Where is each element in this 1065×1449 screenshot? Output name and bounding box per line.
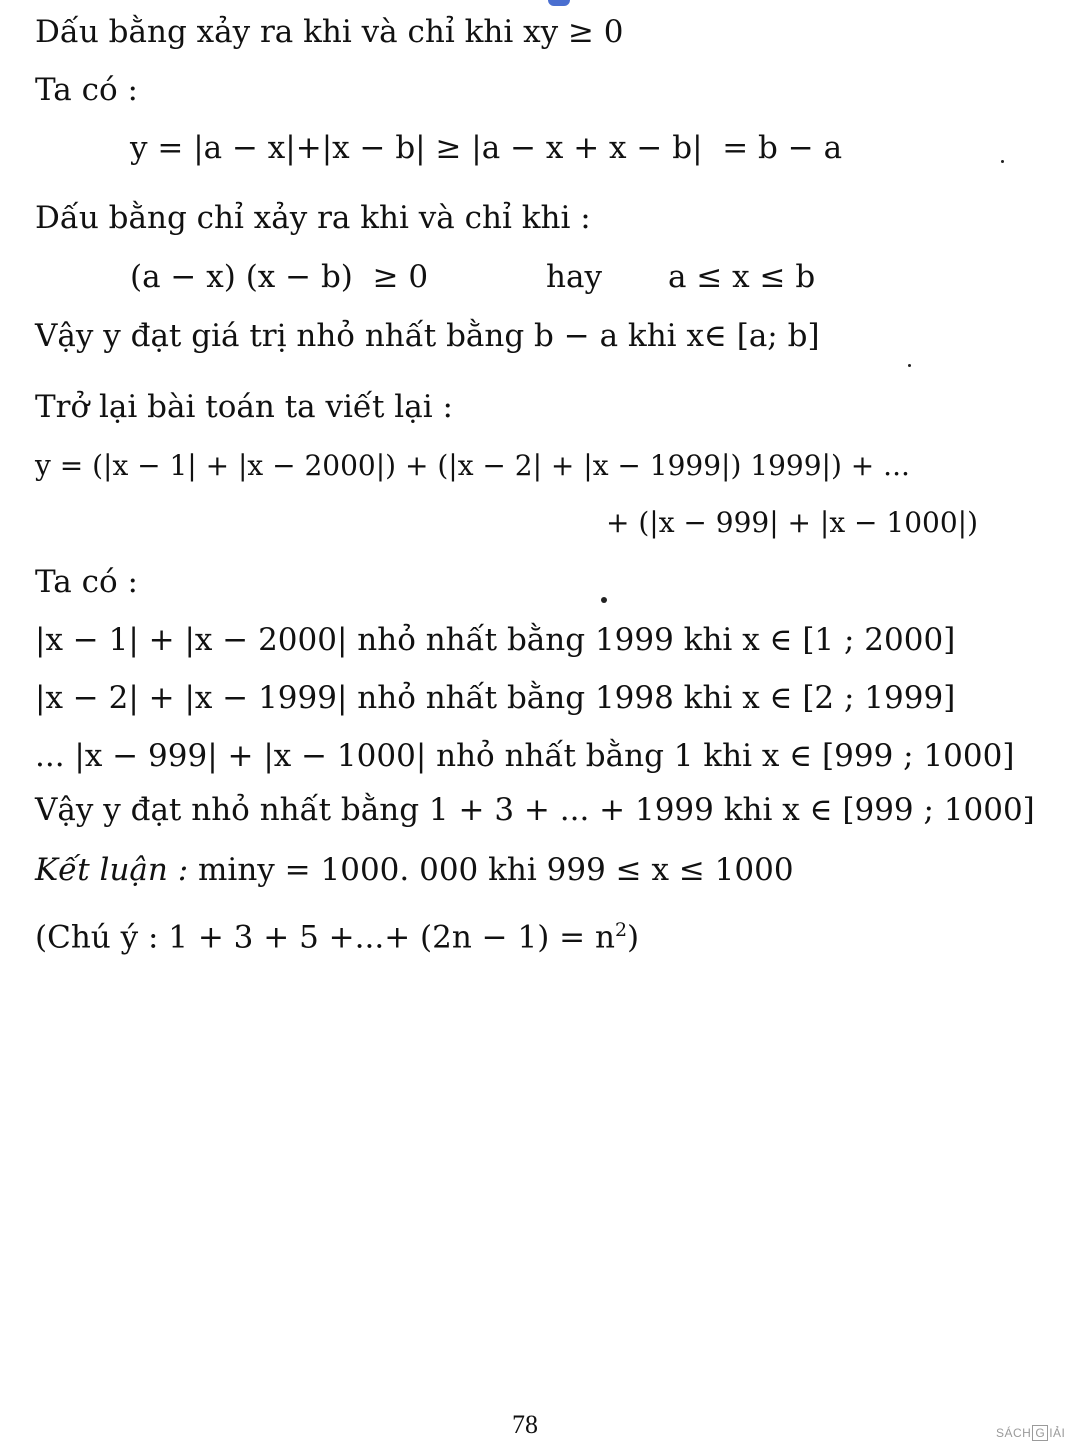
conclusion-text: miny = 1000. 000 khi 999 ≤ x ≤ 1000: [188, 852, 794, 888]
scan-speck-2: [1001, 160, 1004, 163]
page-number: 78: [512, 1410, 538, 1439]
formula-product: (a − x) (x − b) ≥ 0: [130, 259, 429, 295]
note-exponent: 2: [614, 919, 628, 941]
text-line-13: |x − 2| + |x − 1999| nhỏ nhất bằng 1998 khi x ∈ [2 ; 1999]: [35, 680, 956, 716]
text-line-1: Dấu bằng xảy ra khi và chỉ khi xy ≥ 0: [35, 14, 624, 50]
text-line-7: Vậy y đạt giá trị nhỏ nhất bằng b − a khi x∈ [a; b]: [35, 318, 820, 354]
scan-speck-3: [908, 364, 911, 367]
text-line-2: Ta có :: [35, 72, 138, 108]
text-line-4: Dấu bằng chỉ xảy ra khi và chỉ khi :: [35, 200, 591, 236]
text-line-11: Ta có :: [35, 564, 138, 600]
text-line-15: Vậy y đạt nhỏ nhất bằng 1 + 3 + ... + 1999 khi x ∈ [999 ; 1000]: [35, 792, 1035, 828]
top-edge-mark: [548, 0, 570, 6]
note-text: (Chú ý : 1 + 3 + 5 +...+ (2n − 1) = n: [35, 919, 615, 956]
text-line-8: Trở lại bài toán ta viết lại :: [35, 389, 453, 425]
formula-interval: a ≤ x ≤ b: [668, 259, 816, 295]
watermark-right: IẢI: [1049, 1426, 1065, 1440]
formula-hay: hay: [546, 259, 602, 295]
scan-speck: [601, 597, 607, 603]
formula-y-sum-cont: + (|x − 999| + |x − 1000|): [606, 506, 979, 539]
conclusion-label: Kết luận :: [35, 852, 189, 888]
note-line: [35, 910, 639, 957]
watermark-left: SÁCH: [996, 1426, 1032, 1440]
watermark-box: G: [1032, 1425, 1048, 1441]
formula-y-sum: y = (|x − 1| + |x − 2000|) + (|x − 2| + |x − 1999|) 1999|) + ...: [35, 449, 910, 482]
note-close: ): [627, 919, 640, 956]
text-line-14: ... |x − 999| + |x − 1000| nhỏ nhất bằng 1 khi x ∈ [999 ; 1000]: [35, 738, 1015, 774]
conclusion-line: [35, 850, 794, 890]
text-line-12: |x − 1| + |x − 2000| nhỏ nhất bằng 1999 khi x ∈ [1 ; 2000]: [35, 622, 956, 658]
formula-abs-inequality: y = |a − x|+|x − b| ≥ |a − x + x − b| = b − a: [130, 130, 843, 166]
watermark-logo: [996, 1425, 1065, 1441]
